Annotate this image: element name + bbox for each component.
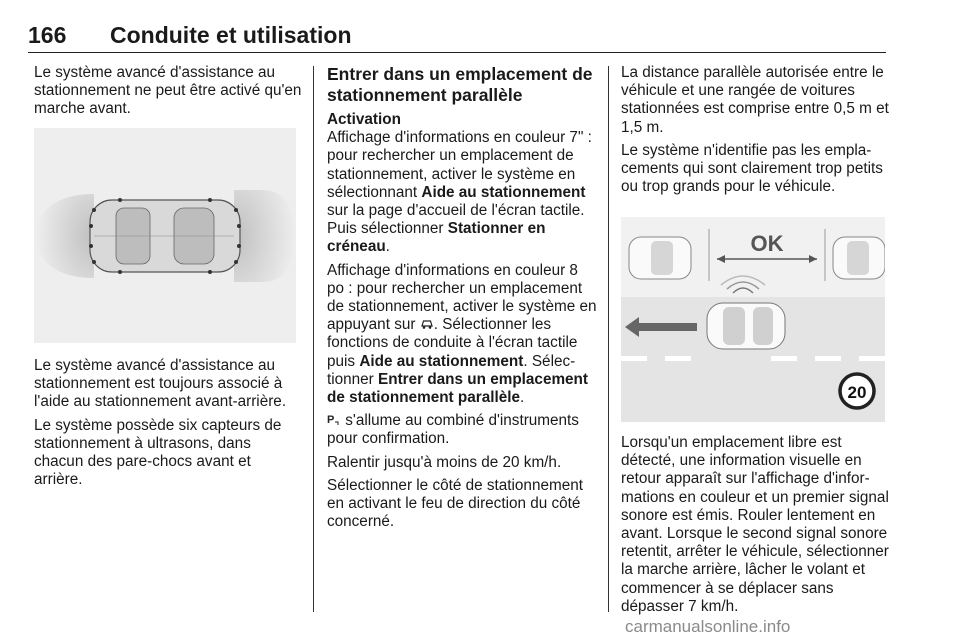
column-3-lower [621, 434, 893, 616]
subsection-heading: Activation [327, 111, 401, 128]
col2-paragraph-2: Affichage d'informations en couleur 8 po : pour rechercher un emplacement de stationnement, activer le système en appuyant sur . Sélectionner les fonctions de conduite à l'écran tactile puis Aide au stationnement. Sélectionner Entrer dans un emplacement de stationnement parallèle. [327, 261, 597, 407]
column-3 [621, 64, 893, 201]
svg-text:P: P [327, 414, 335, 427]
column-1-lower [34, 357, 302, 494]
parking-indicator-icon [327, 412, 341, 425]
parking-space-figure [621, 217, 885, 422]
col3-paragraph-2: Le système n'identifie pas les emplacements qui sont clairement trop petits ou trop grands pour le véhicule. [621, 141, 883, 196]
col3-paragraph-3: Lorsqu'un emplacement libre est détecté, une information visuelle en retour apparaît sur l'affichage d'informations en couleur et un premier signal sonore est émis. Rouler lentement en avant. Lorsque le second signal sonore retentit, arrêter le véhicule, sélectionner la marche arrière, lâcher le volant et commencer à se déplacer sans dépasser 7 km/h. [621, 434, 889, 615]
speed-limit-label: 20 [847, 383, 867, 402]
col1-paragraph-2: Le système avancé d'assistance au stationnement est toujours associé à l'aide au stationnement avant-arrière. [34, 357, 287, 411]
col2-paragraph-1: Affichage d'informations en couleur 7" : pour rechercher un emplacement de stationnement, activer le système en sélectionnant Aide au stationnement sur la page d'accueil de l'écran tactile. Puis sélectionner Stationner en créneau. [327, 129, 592, 256]
column-1 [34, 64, 302, 124]
col3-paragraph-1: La distance parallèle autorisée entre le véhicule et une rangée de voitures stationnées est comprise entre 0,5 m et 1,5 m. [621, 64, 889, 136]
ok-label: OK [750, 231, 784, 256]
page-title: Conduite et utilisation [110, 22, 352, 48]
col2-paragraph-3: P s'allume au combiné d'instruments pour confirmation. [327, 412, 579, 448]
column-2 [327, 64, 597, 536]
watermark: carmanualsonline.info [625, 617, 791, 636]
sensor-coverage-figure [34, 128, 296, 343]
parallel-parking-illustration [621, 217, 885, 422]
col1-paragraph-1: Le système avancé d'assistance au stationnement ne peut être activé qu'en marche avant. [34, 64, 302, 118]
driving-assist-icon [420, 317, 434, 330]
page-number: 166 [28, 22, 67, 48]
column-divider-left [313, 66, 314, 612]
column-divider-right [608, 66, 609, 612]
col1-paragraph-3: Le système possède six capteurs de stationnement à ultrasons, dans chacun des pare-chocs avant et arrière. [34, 416, 282, 489]
col2-paragraph-4: Ralentir jusqu'à moins de 20 km/h. [327, 453, 562, 471]
col2-paragraph-5: Sélectionner le côté de stationnement en activant le feu de direction du côté concerné. [327, 476, 583, 531]
page-header [28, 22, 886, 53]
car-sensor-illustration [34, 128, 296, 343]
section-heading: Entrer dans un emplacement de stationnement parallèle [327, 64, 593, 105]
